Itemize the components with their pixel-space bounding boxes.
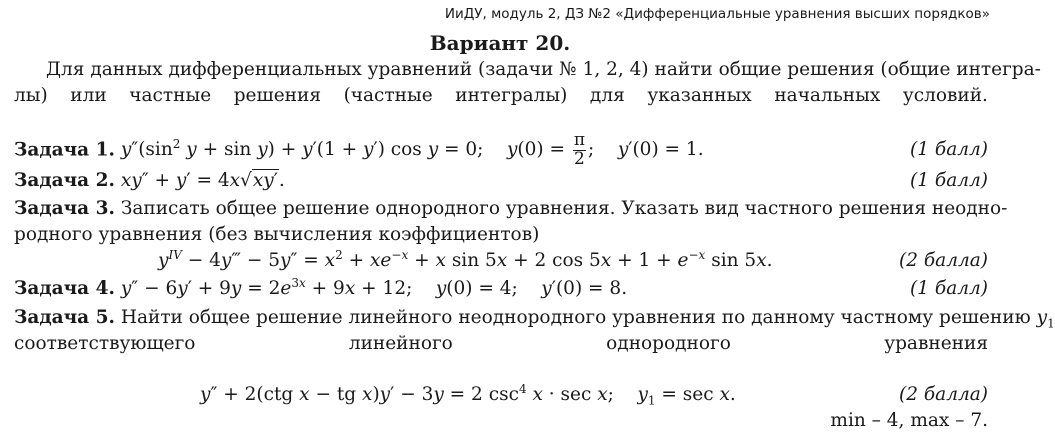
task-2-points: (1 балл)	[910, 170, 988, 191]
word: линейного	[348, 333, 453, 354]
header: ИиДУ, модуль 2, ДЗ №2 «Дифференциальные уравнения высших порядков»	[444, 6, 990, 22]
word: однородного	[606, 333, 731, 354]
task-4-content	[14, 275, 628, 299]
task-2-label: Задача 2.	[14, 170, 115, 191]
task-2-content	[14, 170, 285, 191]
word: (частные	[343, 85, 433, 106]
task-4-label: Задача 4.	[14, 278, 115, 299]
task-2	[14, 170, 988, 191]
task-3-content	[14, 198, 1007, 219]
word: лы)	[14, 85, 48, 106]
word: решения	[233, 85, 321, 106]
word: для	[589, 85, 625, 106]
task-5-content: Задача 5. Найти общее решение линейного неоднородного уравнения по данному частному решению $y_1$	[14, 307, 1055, 331]
task-3-line-2	[14, 224, 988, 245]
pi-over-2-fraction: $\frac{\pi}{2}$	[573, 130, 586, 169]
word: указанных	[647, 85, 752, 106]
variant-title: Вариант 20.	[429, 31, 571, 55]
task-4-equation: $y'' - 6y' + 9y = 2e^{3x} + 9x + 12$; y(0) = 4; y′(0) = 8.	[120, 275, 628, 299]
task-3-equation-row	[14, 247, 988, 271]
word: условий.	[902, 85, 988, 106]
intro-paragraph	[14, 57, 1041, 109]
task-2-equation: xy″ + y′ = 4x√xy′.	[120, 170, 285, 191]
task-5-equation: y″ + 2(ctg x − tg x)y′ − 3y = 2 $\csc^4 x \cdot \sec x$; $y_1 = \sec x$.	[200, 381, 736, 408]
word: соответствующего	[14, 333, 196, 354]
task-5	[14, 307, 1055, 331]
task-5-points: (2 балла)	[899, 384, 988, 405]
task-3	[14, 198, 1008, 219]
task-5-text-1: Найти общее решение линейного неоднородного уравнения по данному частному решению	[120, 307, 1031, 328]
task-4-points: (1 балл)	[910, 278, 988, 299]
task-3-points: (2 балла)	[899, 250, 988, 271]
task-1-equation: $y''(\sin^2$ y + sin y) + y′(1 + y′) cos y = 0; y(0) = $\frac{\pi}{2}$ ; y′(0) = 1.	[120, 130, 704, 169]
task-1-points: (1 балл)	[910, 139, 988, 161]
task-1-content	[14, 132, 704, 169]
task-4	[14, 275, 988, 299]
score-range: min – 4, max – 7.	[830, 410, 988, 431]
task-3-text-2: родного уравнения (без вычисления коэффициентов)	[14, 224, 540, 245]
intro-line-2	[14, 83, 988, 109]
task-5-equation-row	[14, 381, 988, 408]
task-3-text-1: Записать общее решение однородного уравнения. Указать вид частного решения неодно-	[120, 198, 1008, 219]
task-5-y1: y	[1036, 307, 1048, 328]
intro-line-1: Для данных дифференциальных уравнений (задачи № 1, 2, 4) найти общие решения (общие интегра-	[46, 59, 1041, 80]
task-5-label: Задача 5.	[14, 307, 115, 328]
word: уравнения	[884, 333, 988, 354]
word: или	[70, 85, 107, 106]
word: интегралы)	[455, 85, 568, 106]
task-3-equation: $y^{IV}$ − 4y‴ − $5y'' = x^2 + xe^{-x} + x$ sin 5x + 2 $\cos 5x + 1 + e^{-x}$ sin 5x.	[158, 247, 773, 271]
word: частные	[129, 85, 212, 106]
word: начальных	[774, 85, 881, 106]
task-5-line-2	[14, 333, 988, 354]
task-1-label: Задача 1.	[14, 139, 115, 161]
task-3-label: Задача 3.	[14, 198, 115, 219]
task-1	[14, 132, 988, 169]
